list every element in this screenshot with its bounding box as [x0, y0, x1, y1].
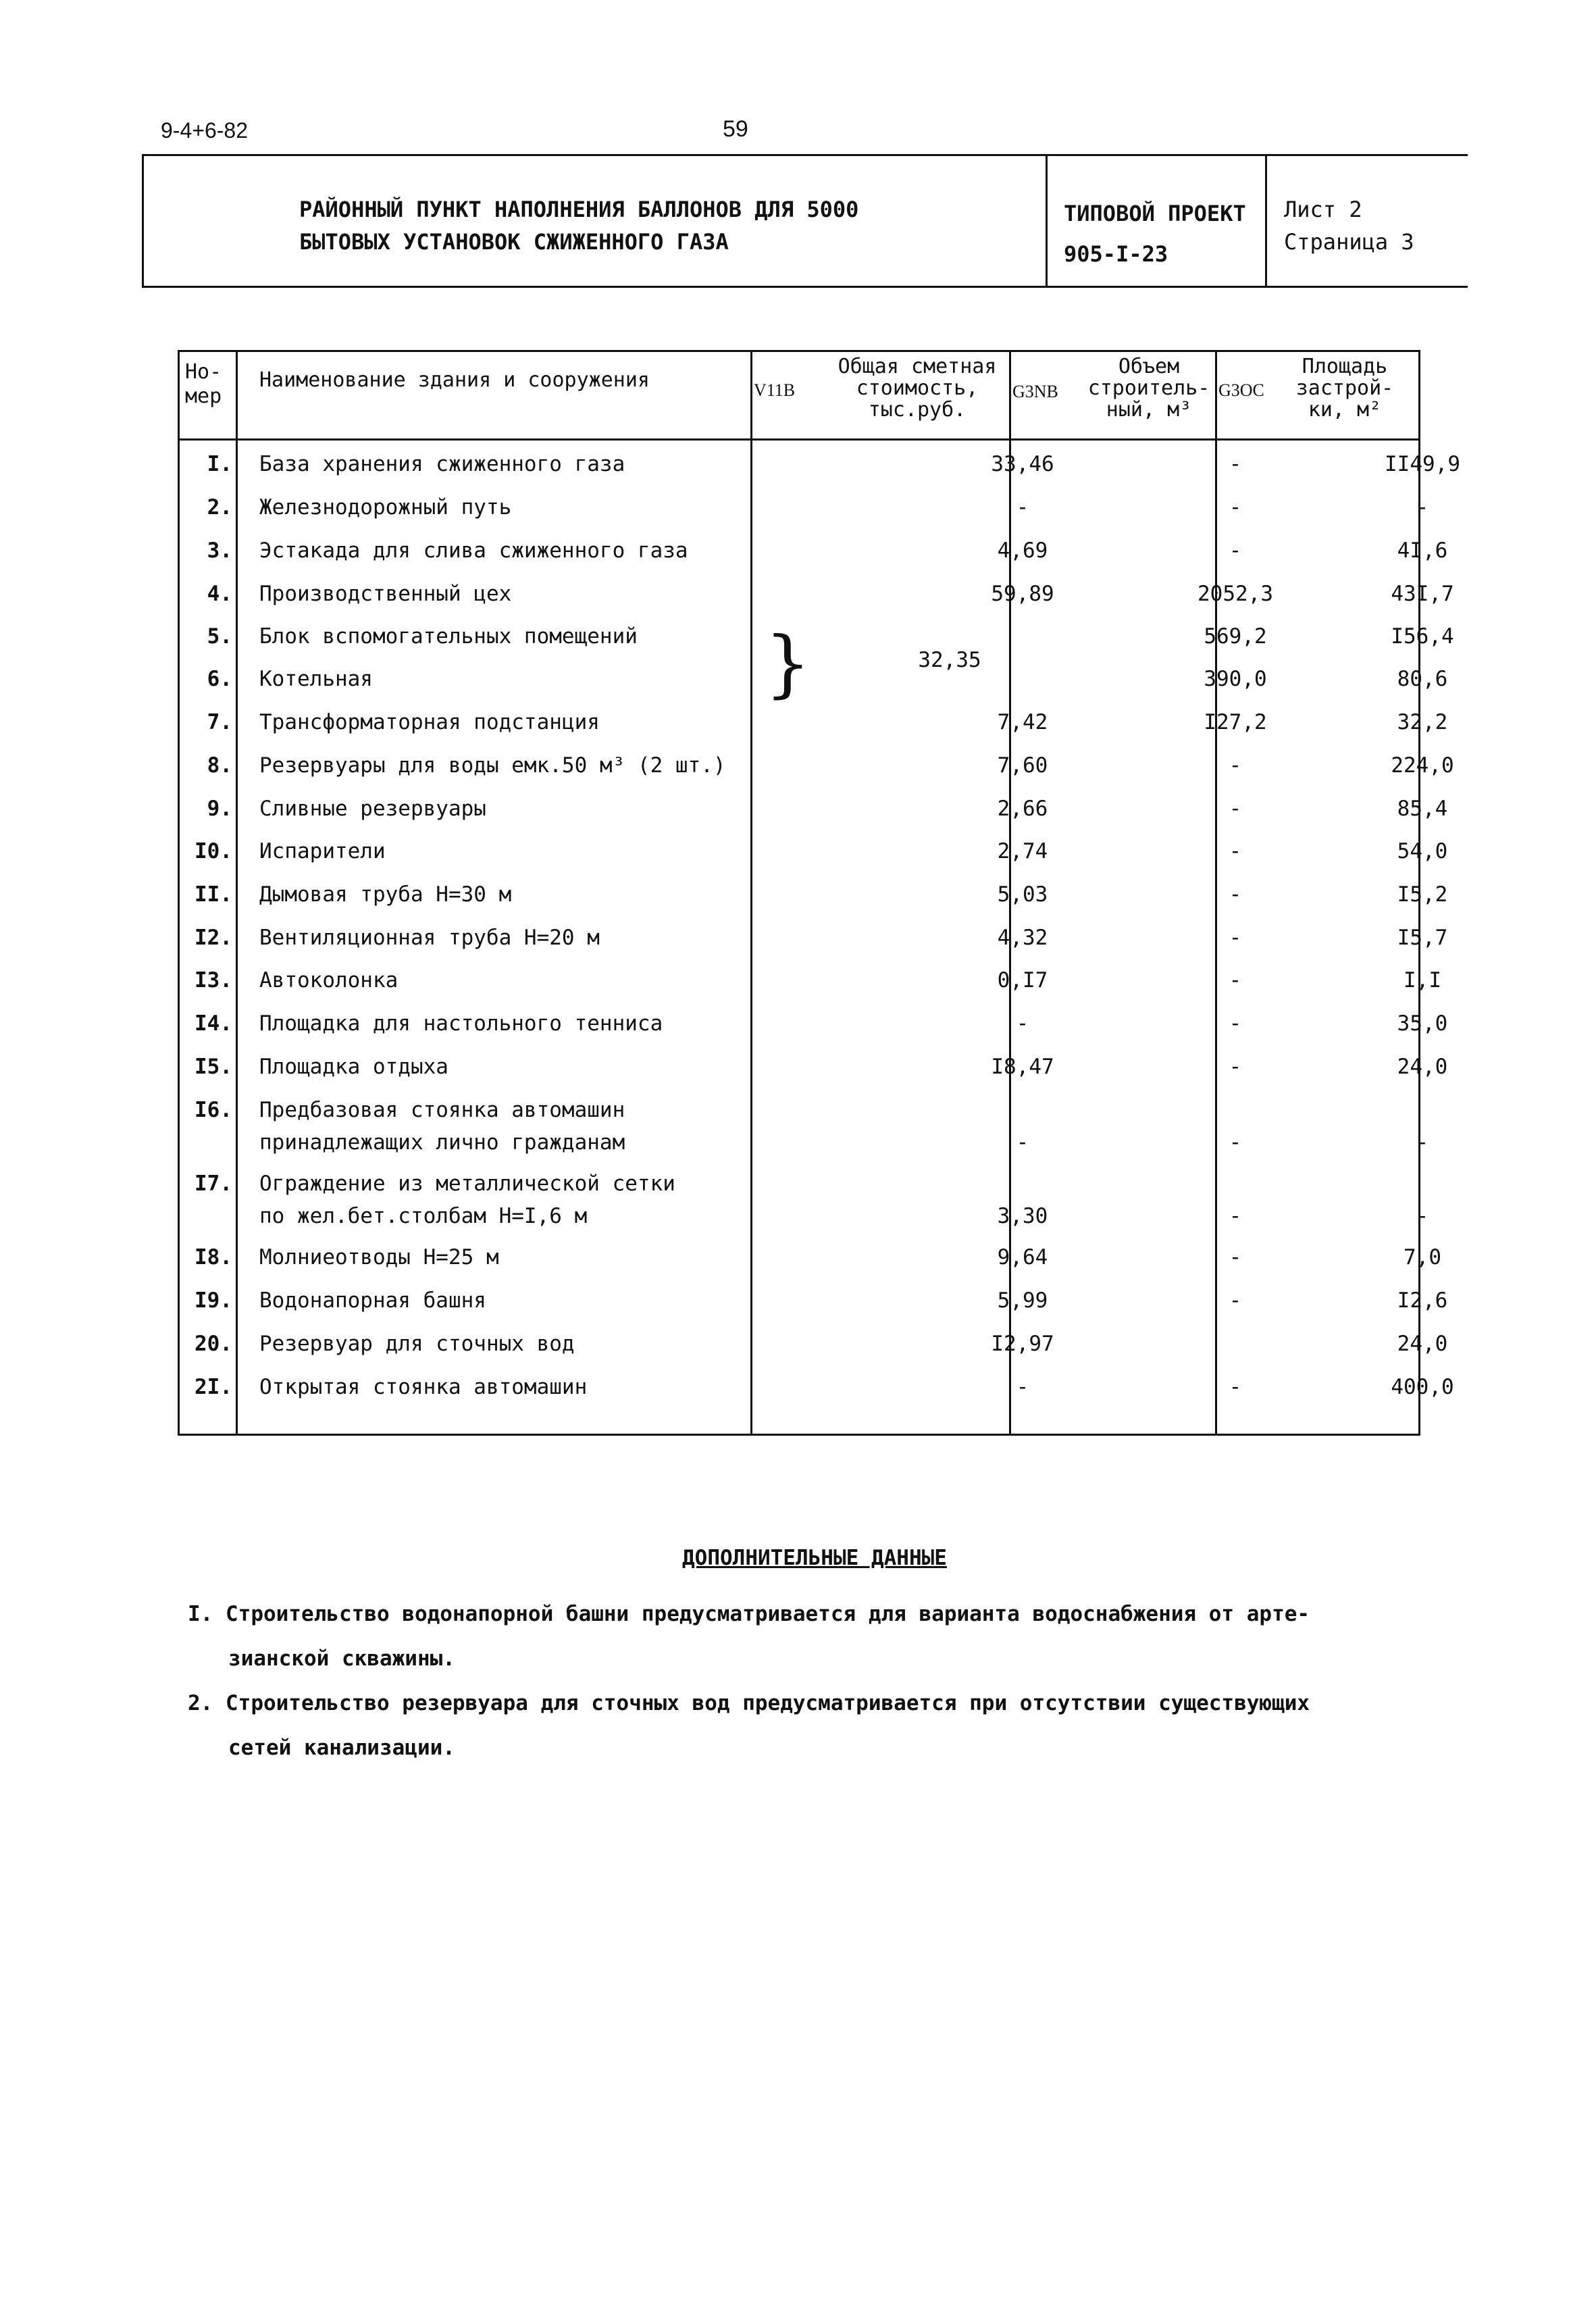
row-volume: - — [1229, 495, 1242, 520]
row-cost: 9,64 — [997, 1245, 1048, 1269]
row-cost: 5,99 — [997, 1288, 1048, 1313]
row-number: I8. — [195, 1245, 232, 1269]
row-number: II. — [195, 882, 232, 907]
row-name: Открытая стоянка автомашин — [259, 1375, 588, 1399]
row-name: Площадка отдыха — [259, 1055, 448, 1079]
row-volume: - — [1229, 797, 1242, 821]
row-area: 24,0 — [1397, 1055, 1448, 1079]
row-area: 224,0 — [1391, 753, 1454, 778]
row-name-line2: по жел.бет.столбам Н=I,6 м — [259, 1204, 588, 1228]
row-cost: - — [1016, 1375, 1029, 1399]
row-number: I0. — [195, 839, 232, 863]
header-divider — [180, 438, 1418, 441]
row-volume: I27,2 — [1204, 710, 1267, 734]
row-area: - — [1416, 495, 1429, 520]
row-name: Трансформаторная подстанция — [259, 710, 600, 734]
sheet-page: Страница 3 — [1284, 229, 1414, 255]
row-volume: 2052,3 — [1198, 582, 1273, 606]
row-cost: 59,89 — [991, 582, 1054, 606]
header-volume-line2: строитель- — [1087, 376, 1210, 400]
header-cost — [823, 356, 1012, 421]
row-name: Эстакада для слива сжиженного газа — [259, 538, 688, 563]
row-name: База хранения сжиженного газа — [259, 452, 625, 476]
row-volume: - — [1229, 1375, 1242, 1399]
brace-icon: } — [765, 622, 811, 706]
row-volume: - — [1229, 1245, 1242, 1269]
note-1-line-1: I. Строительство водонапорной башни предусматривается для варианта водоснабжения от арте- — [188, 1602, 1310, 1626]
row-number: I7. — [195, 1172, 232, 1196]
row-name: Сливные резервуары — [259, 797, 486, 821]
row-area: I5,7 — [1397, 926, 1448, 950]
row-cost: I8,47 — [991, 1055, 1054, 1079]
row-cost: 7,42 — [997, 710, 1048, 734]
buildings-table — [178, 350, 1460, 1436]
project-code: 905-I-23 — [1064, 241, 1168, 267]
header-volume — [1078, 356, 1220, 421]
row-number: I9. — [195, 1288, 232, 1313]
sheet-number: Лист 2 — [1284, 197, 1362, 222]
header-cost-line1: Общая сметная — [838, 355, 997, 378]
row-area: 43I,7 — [1391, 582, 1454, 606]
header-number-line2: мер — [185, 384, 222, 408]
row-name: Железнодорожный путь — [259, 495, 512, 520]
row-volume: 569,2 — [1204, 624, 1267, 649]
row-volume: - — [1229, 1011, 1242, 1036]
row-cost: - — [1016, 1011, 1029, 1036]
row-volume: - — [1229, 753, 1242, 778]
row-area: 85,4 — [1397, 797, 1448, 821]
row-number: I4. — [195, 1011, 232, 1036]
header-area-code: G3OC — [1218, 380, 1264, 400]
row-area: I56,4 — [1391, 624, 1454, 649]
row-name: Ограждение из металлической сетки — [259, 1172, 675, 1196]
row-area: I,I — [1404, 968, 1441, 992]
header-area-line3: ки, м² — [1308, 398, 1382, 422]
title-line-1: РАЙОННЫЙ ПУНКТ НАПОЛНЕНИЯ БАЛЛОНОВ ДЛЯ 5000 — [299, 197, 859, 222]
row-area: I5,2 — [1397, 882, 1448, 907]
merged-cost-cell: 32,35 — [918, 648, 981, 672]
title-block — [142, 154, 1468, 288]
row-volume: - — [1229, 968, 1242, 992]
row-number: I3. — [195, 968, 232, 992]
row-name: Резервуары для воды емк.50 м³ (2 шт.) — [259, 753, 726, 778]
row-name: Котельная — [259, 667, 373, 691]
header-name: Наименование здания и сооружения — [259, 368, 650, 392]
row-area: 4I,6 — [1397, 538, 1448, 563]
row-volume: - — [1229, 882, 1242, 907]
sheet-info — [1284, 193, 1414, 258]
row-cost: 2,66 — [997, 797, 1048, 821]
row-volume: - — [1229, 926, 1242, 950]
row-name: Молниеотводы Н=25 м — [259, 1245, 499, 1269]
row-cost: 33,46 — [991, 452, 1054, 476]
row-number: 2. — [207, 495, 232, 520]
row-cost: - — [1016, 495, 1029, 520]
row-number: I5. — [195, 1055, 232, 1079]
row-number: I6. — [195, 1098, 232, 1122]
header-volume-code: G3NB — [1012, 382, 1058, 401]
row-name: Предбазовая стоянка автомашин — [259, 1098, 625, 1122]
row-area: II49,9 — [1385, 452, 1460, 476]
row-volume: - — [1229, 1055, 1242, 1079]
header-area-line1: Площадь — [1302, 355, 1388, 378]
row-cost: 4,32 — [997, 926, 1048, 950]
header-area-line2: застрой- — [1295, 376, 1394, 400]
row-number: 3. — [207, 538, 232, 563]
row-number: I2. — [195, 926, 232, 950]
column-divider — [236, 352, 238, 1434]
row-area: - — [1416, 1204, 1429, 1228]
row-cost: - — [1016, 1130, 1029, 1155]
row-name: Водонапорная башня — [259, 1288, 486, 1313]
row-name: Площадка для настольного тенниса — [259, 1011, 663, 1036]
note-2 — [188, 1681, 1404, 1770]
header-number-line1: Но- — [185, 360, 222, 384]
note-1-line-2: зианской скважины. — [228, 1646, 455, 1671]
row-area: I2,6 — [1397, 1288, 1448, 1313]
row-cost: 3,30 — [997, 1204, 1048, 1228]
header-cost-code: V11B — [754, 380, 796, 400]
row-cost: 7,60 — [997, 753, 1048, 778]
row-name-line2: принадлежащих лично гражданам — [259, 1130, 625, 1155]
row-area: 24,0 — [1397, 1332, 1448, 1356]
row-name: Вентиляционная труба Н=20 м — [259, 926, 600, 950]
row-number: 8. — [207, 753, 232, 778]
row-area: 32,2 — [1397, 710, 1448, 734]
project-info — [1064, 193, 1246, 274]
document-code: 9-4+6-82 — [161, 118, 248, 143]
row-number: 4. — [207, 582, 232, 606]
row-volume: - — [1229, 1130, 1242, 1155]
row-number: 5. — [207, 624, 232, 649]
row-area: 54,0 — [1397, 839, 1448, 863]
header-number — [185, 360, 222, 409]
row-number: 20. — [195, 1332, 232, 1356]
row-number: I. — [207, 452, 232, 476]
note-2-line-1: 2. Строительство резервуара для сточных вод предусматривается при отсутствии существующих — [188, 1691, 1310, 1715]
note-2-line-2: сетей канализации. — [228, 1736, 455, 1760]
row-cost: 2,74 — [997, 839, 1048, 863]
row-name: Блок вспомогательных помещений — [259, 624, 638, 649]
note-1 — [188, 1592, 1404, 1681]
row-name: Дымовая труба Н=30 м — [259, 882, 512, 907]
row-volume: - — [1229, 1204, 1242, 1228]
row-volume: - — [1229, 538, 1242, 563]
row-name: Резервуар для сточных вод — [259, 1332, 575, 1356]
header-volume-line1: Объем — [1118, 355, 1180, 378]
document-title — [299, 193, 858, 258]
row-number: 6. — [207, 667, 232, 691]
row-area: 35,0 — [1397, 1011, 1448, 1036]
row-area: - — [1416, 1130, 1429, 1155]
row-number: 7. — [207, 710, 232, 734]
row-cost: I2,97 — [991, 1332, 1054, 1356]
row-number: 2I. — [195, 1375, 232, 1399]
row-name: Испарители — [259, 839, 386, 863]
header-cost-line3: тыс.руб. — [868, 398, 967, 422]
row-area: 7,0 — [1404, 1245, 1441, 1269]
row-cost: 4,69 — [997, 538, 1048, 563]
header-volume-line3: ный, м³ — [1106, 398, 1192, 422]
row-name: Производственный цех — [259, 582, 512, 606]
page-number: 59 — [723, 116, 748, 142]
row-volume: - — [1229, 839, 1242, 863]
header-cost-line2: стоимость, — [856, 376, 979, 400]
title-line-2: БЫТОВЫХ УСТАНОВОК СЖИЖЕННОГО ГАЗА — [299, 229, 729, 255]
project-label: ТИПОВОЙ ПРОЕКТ — [1064, 201, 1246, 226]
row-volume: 390,0 — [1204, 667, 1267, 691]
row-volume: - — [1229, 452, 1242, 476]
notes-title: ДОПОЛНИТЕЛЬНЫЕ ДАННЫЕ — [682, 1546, 947, 1570]
row-area: 80,6 — [1397, 667, 1448, 691]
row-number: 9. — [207, 797, 232, 821]
row-cost: 5,03 — [997, 882, 1048, 907]
title-divider — [1046, 156, 1048, 286]
title-divider — [1265, 156, 1267, 286]
header-area — [1277, 356, 1412, 421]
row-cost: 0,I7 — [997, 968, 1048, 992]
row-area: 400,0 — [1391, 1375, 1454, 1399]
row-name: Автоколонка — [259, 968, 398, 992]
row-volume: - — [1229, 1288, 1242, 1313]
